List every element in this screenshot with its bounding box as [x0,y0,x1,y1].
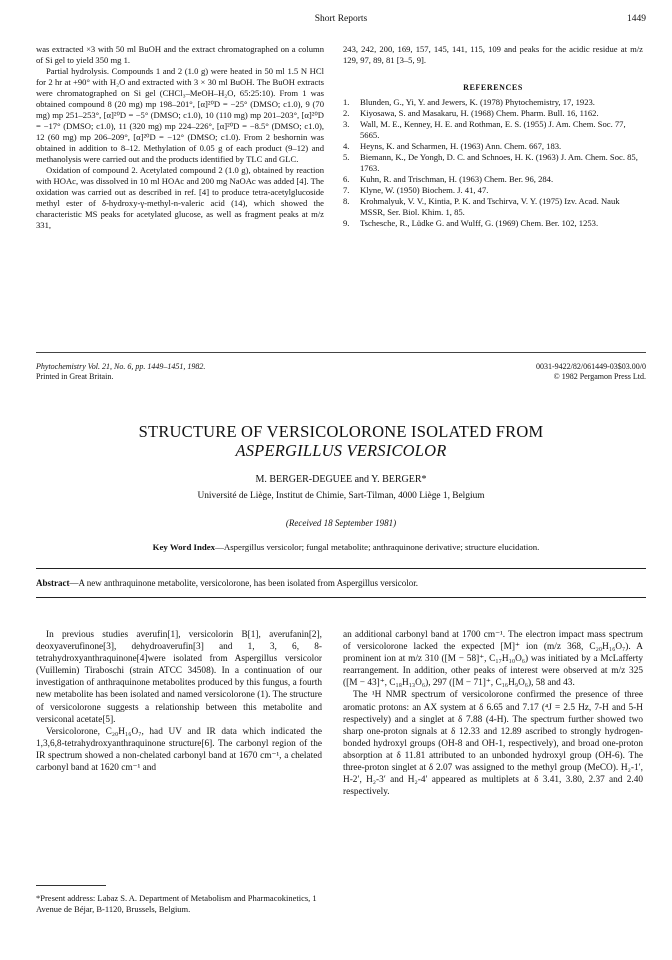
reference-text: Heyns, K. and Scharmen, H. (1963) Ann. Chem. 667, 183. [360,141,562,151]
reference-number: 7. [343,185,350,195]
reference-item [343,108,643,119]
reference-number: 8. [343,196,350,206]
reference-number: 2. [343,108,350,118]
paragraph: 243, 242, 200, 169, 157, 145, 141, 115, 109 and peaks for the acidic residue at m/z 129, 97, 89, 81 [3–5, 9]. [343,44,643,65]
reference-text: Krohmalyuk, V. V., Kintia, P. K. and Tschirva, V. Y. (1975) Izv. Acad. Nauk MSSR, Ser. Biol. Khim. 1, 85. [360,196,620,217]
reference-text: Biemann, K., De Yongh, D. C. and Schnoes, H. K. (1963) J. Am. Chem. Soc. 85, 1763. [360,152,638,173]
reference-item [343,141,643,152]
reference-text: Klyne, W. (1950) Biochem. J. 41, 47. [360,185,489,195]
section-title: Short Reports [314,14,368,24]
affiliation: Université de Liège, Institut de Chimie, Sart-Tilman, 4000 Liège 1, Belgium [197,491,485,501]
paragraph: was extracted ×3 with 50 ml BuOH and the extract chromatographed on a column of Si gel to yield 350 mg 1. [36,44,324,65]
reference-text: Wall, M. E., Kenney, H. E. and Rothman, E. S. (1955) J. Am. Chem. Soc. 77, 5665. [360,119,626,140]
previous-article-right-column [343,44,643,229]
previous-article-left-column [36,44,324,231]
title-line: STRUCTURE OF VERSICOLORONE ISOLATED FROM [138,422,544,441]
reference-number: 1. [343,97,350,107]
page-number: 1449 [627,14,646,24]
footnote: *Present address: Labaz S. A. Department of Metabolism and Pharmacokinetics, 1 Avenue de Béjar, B-1120, Brussels, Belgium. [36,893,317,914]
reference-list [343,97,643,229]
reference-number: 5. [343,152,350,162]
footnote-divider [36,885,106,886]
abstract-text: —A new anthraquinone metabolite, versicolorone, has been isolated from Aspergillus versicolor. [69,578,418,588]
reference-text: Kiyosawa, S. and Masakaru, H. (1968) Chem. Pharm. Bull. 16, 1162. [360,108,599,118]
title-line: ASPERGILLUS VERSICOLOR [235,441,447,460]
divider [36,352,646,353]
paragraph: Partial hydrolysis. Compounds 1 and 2 (1.0 g) were heated in 50 ml 1.5 N HCl for 2 hr at +90° with H₂O and extracted with 3 × 30 ml BuOH. The BuOH extracts were chromatographed on Si gel (CHCl₃–MeOH–H₂O, 65:25:10). From 1 was obtained compound 8 (20 mg) mp 198–201°, [α]²⁰D = −25° (DMSO; c1.0), 9 (70 mg) mp 251–253°, [α]²⁰D = −5° (DMSO; c1.0), 10 (110 mg) mp 201–203°, [α]²⁰D = −17° (DMSO; c1.0), 11 (320 mg) mp 224–226°, [α]²⁰D = −8.5° (DMSO; c1.0), 12 (60 mg) mp 206–209°, [α]²⁰D = −12° (DMSO; c1.0). From 2 beshornin was obtained in addition to 8–12. Methylation of 0.05 g of each product (9–12) and methanolysis were carried out and the products identified by TLC and GLC. [36,66,324,164]
reference-item [343,218,643,229]
running-header [36,14,646,28]
article-right-column [343,629,643,798]
reference-number: 4. [343,141,350,151]
paragraph: Oxidation of compound 2. Acetylated compound 2 (1.0 g), obtained by reaction with HOAc, was dissolved in 10 ml HOAc and 200 mg NaOAc was added [4]. The oxidation was carried out as described in ref. [4] to produce tetra-acetylglucoside methyl ester of δ-hydroxy-γ-methyl-n-valeric acid (14), which showed the characteristic MS peaks for acetylated glucose, as well as fragment peaks at m/z 331, [36,165,324,230]
divider [36,568,646,569]
authors: M. BERGER-DEGUEE and Y. BERGER* [255,474,427,485]
divider [36,597,646,598]
paragraph: Versicolorone, C₂₀H₁₆O₇, had UV and IR data which indicated the 1,3,6,8-tetrahydroxyanthraquinone structure[6]. The carbonyl region of the IR spectrum showed a non-chelated carbonyl band at 1670 cm⁻¹, a chelated carbonyl band at 1620 cm⁻¹ and [36,726,322,774]
reference-number: 9. [343,218,350,228]
reference-text: Blunden, G., Yi, Y. and Jewers, K. (1978) Phytochemistry, 17, 1923. [360,97,595,107]
reference-text: Tschesche, R., Lüdke G. and Wulff, G. (1969) Chem. Ber. 102, 1253. [360,218,599,228]
reference-item [343,119,643,141]
references-heading: REFERENCES [463,83,523,92]
paragraph: The ¹H NMR spectrum of versicolorone confirmed the presence of three aromatic protons: an AX system at δ 6.65 and 7.17 (⁴J = 2.5 Hz, 7-H and 5-H respectively) and a singlet at δ 7.88 (4-H). The spectrum further showed two sharp one-proton signals at δ 12.33 and 12.89 ascribed to strongly hydrogen-bonded hydroxyl groups (OH-8 and OH-1, respectively), and broad one-proton absorption at δ 11.81 attributed to an unbonded hydroxyl group (OH-6). The three-proton singlet at δ 2.07 was assigned to the methyl group (MeCO). H₂-1′, H-2′, H₂-3′ and H₂-4′ appeared as multiplets at δ 3.41, 3.80, 2.37 and 2.40 respectively. [343,690,643,798]
journal-code: 0031-9422/82/061449-03$03.00/0 [536,362,646,371]
abstract [36,578,646,588]
abstract-label: Abstract [36,578,70,588]
reference-item [343,185,643,196]
reference-number: 3. [343,119,350,129]
reference-item [343,152,643,174]
reference-number: 6. [343,174,350,184]
copyright: © 1982 Pergamon Press Ltd. [553,372,646,381]
journal-citation: Phytochemistry Vol. 21, No. 6, pp. 1449–1451, 1982. [36,362,206,371]
paragraph: In previous studies averufin[1], versicolorin B[1], averufanin[2], deoxyaverufinone[3], dehydroaverufin[3] and 1, 3, 6, 8-tetrahydroxyanthraquinone[4]were isolated from Aspergillus versicolor (Vuillemin) Tiraboschi (strain ATCC 34508). In a continuation of our investigation of anthraquinone metabolites produced by this fungus, a fourth new metabolite has been isolated and named versicolorone (1). The structure of versicolorone suggests a relationship between this metabolite and versiconal acetate[5]. [36,630,322,725]
received-date: (Received 18 September 1981) [285,518,397,528]
keywords-label: Key Word Index [152,542,216,552]
printed-in: Printed in Great Britain. [36,372,114,381]
paragraph: an additional carbonyl band at 1700 cm⁻¹. The electron impact mass spectrum of versicolorone lacked the expected [M]⁺ ion (m/z 368, C₂₀H₁₆O₇). A prominent ion at m/z 310 ([M − 58]⁺, C₁₇H₁₀O₆) was initiated by a McLafferty rearrangement. In addition, other peaks of interest were observed at m/z 325 ([M − 43]⁺, C₁₈H₁₃O₆), 297 ([M − 71]⁺, C₁₆H₉O₆), 58 and 43. [343,630,643,689]
article-title [36,422,646,460]
keywords-text: —Aspergillus versicolor; fungal metabolite; anthraquinone derivative; structure elucidation. [215,542,540,552]
keyword-index [60,542,632,552]
reference-item [343,196,643,218]
reference-text: Kuhn, R. and Trischman, H. (1963) Chem. Ber. 96, 284. [360,174,554,184]
reference-item [343,174,643,185]
article-left-column [36,629,322,774]
reference-item [343,97,643,108]
